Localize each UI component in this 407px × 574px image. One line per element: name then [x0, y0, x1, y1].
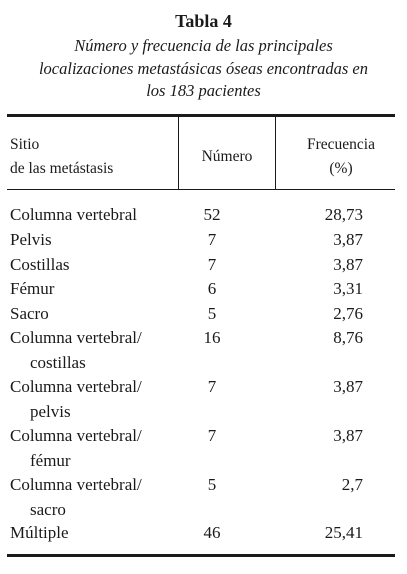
- number-cell: 5: [207, 475, 217, 494]
- frequency-cell: 3,87: [333, 426, 363, 445]
- site-cell: [10, 521, 200, 546]
- header-frequency: [277, 133, 405, 181]
- header-rule: [7, 189, 395, 190]
- header-divider: [178, 117, 179, 189]
- number-cell: 46: [203, 523, 221, 542]
- caption-line: los 183 pacientes: [146, 81, 261, 100]
- header-divider: [275, 117, 276, 189]
- site-text: Columna vertebral/: [10, 426, 142, 445]
- site-text-continued: costillas: [30, 352, 86, 372]
- header-site: [10, 133, 175, 181]
- site-text: Columna vertebral: [10, 205, 137, 224]
- site-cell: [10, 473, 200, 522]
- number-cell: 6: [207, 279, 217, 298]
- frequency-cell: 3,87: [333, 230, 363, 249]
- site-cell: [10, 302, 200, 327]
- site-cell: [10, 203, 200, 228]
- site-text: Columna vertebral/: [10, 475, 142, 494]
- top-rule: [7, 114, 395, 117]
- table-caption: [10, 35, 397, 103]
- number-cell: 7: [207, 230, 217, 249]
- site-text-continued: fémur: [30, 450, 71, 470]
- header-site-line: Sitio: [10, 136, 40, 153]
- caption-line: localizaciones metastásicas óseas encontradas en: [38, 58, 369, 78]
- frequency-cell: 28,73: [324, 205, 363, 224]
- number-cell: 52: [203, 205, 221, 224]
- frequency-cell: 3,87: [333, 255, 363, 274]
- site-cell: [10, 326, 200, 375]
- site-cell: [10, 228, 200, 253]
- caption-line: Número y frecuencia de las principales: [74, 36, 333, 55]
- header-site-line: de las metástasis: [10, 160, 114, 177]
- site-text: Pelvis: [10, 230, 52, 249]
- number-cell: 5: [207, 304, 217, 323]
- site-text-continued: pelvis: [30, 401, 71, 421]
- site-text: Columna vertebral/: [10, 328, 142, 347]
- header-frequency-line: Frecuencia: [307, 136, 375, 153]
- site-cell: [10, 253, 200, 278]
- number-cell: 7: [207, 255, 217, 274]
- site-text: Costillas: [10, 255, 70, 274]
- frequency-cell: 3,31: [333, 279, 363, 298]
- site-text-continued: sacro: [30, 499, 66, 519]
- header-frequency-line: (%): [329, 160, 353, 177]
- frequency-cell: 25,41: [324, 523, 363, 542]
- number-cell: 7: [207, 426, 217, 445]
- site-cell: [10, 277, 200, 302]
- site-cell: [10, 375, 200, 424]
- header-number: Número: [201, 148, 253, 165]
- site-text: Columna vertebral/: [10, 377, 142, 396]
- site-cell: [10, 424, 200, 473]
- site-text: Fémur: [10, 279, 55, 298]
- table-title: Tabla 4: [175, 11, 232, 31]
- frequency-cell: 2,7: [341, 475, 363, 494]
- frequency-cell: 8,76: [333, 328, 363, 347]
- number-cell: 16: [203, 328, 221, 347]
- site-text: Sacro: [10, 304, 49, 323]
- bottom-rule: [7, 554, 395, 557]
- frequency-cell: 3,87: [333, 377, 363, 396]
- site-text: Múltiple: [10, 523, 69, 542]
- number-cell: 7: [207, 377, 217, 396]
- frequency-cell: 2,76: [333, 304, 363, 323]
